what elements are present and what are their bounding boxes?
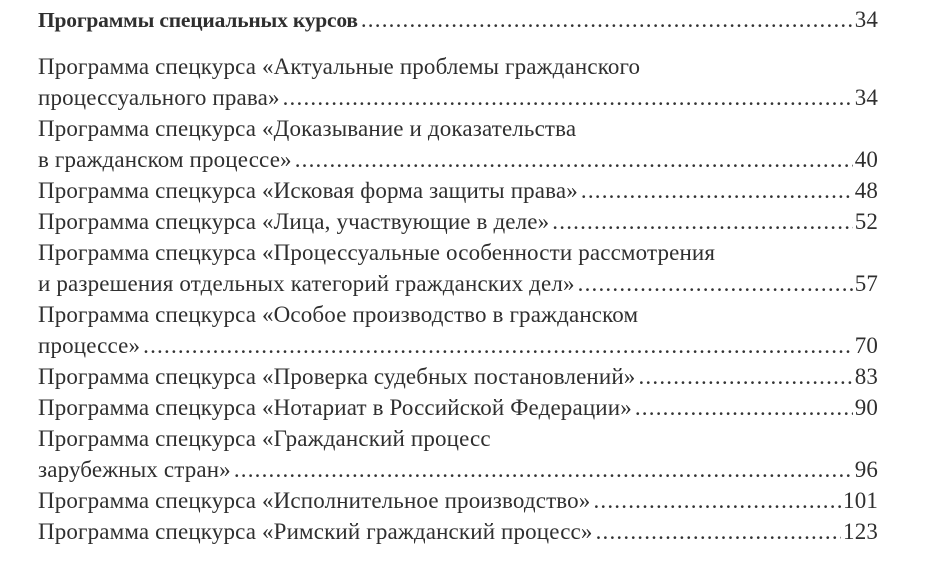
- entry-title-line: Программа спецкурса «Доказывание и доказательства: [38, 116, 577, 141]
- entry-title-line: в гражданском процессе»: [38, 147, 292, 172]
- dot-leader: [143, 330, 853, 361]
- page-number: 123: [843, 519, 878, 544]
- toc-entry[interactable]: [38, 361, 878, 392]
- toc-entry[interactable]: [38, 206, 878, 237]
- entry-title-line: Программа спецкурса «Процессуальные особенности рассмотрения: [38, 240, 716, 265]
- entry-title-line: Программа спецкурса «Актуальные проблемы гражданского: [38, 54, 641, 79]
- toc-entry[interactable]: [38, 392, 878, 423]
- toc-entry[interactable]: [38, 423, 878, 485]
- dot-leader: [593, 485, 841, 516]
- toc-entry[interactable]: [38, 51, 878, 113]
- toc-entry[interactable]: [38, 299, 878, 361]
- page-number: 34: [854, 85, 878, 110]
- toc-entry-line: [38, 51, 878, 82]
- toc-entry-line: [38, 237, 878, 268]
- entry-title-line: зарубежных стран»: [38, 457, 231, 482]
- page-number: 70: [854, 333, 878, 358]
- page-number: 83: [854, 364, 878, 389]
- page-number: 40: [854, 147, 878, 172]
- page-number: 90: [854, 395, 878, 420]
- toc-entry-line: [38, 268, 878, 299]
- toc-entry[interactable]: [38, 175, 878, 206]
- toc-entry-line: [38, 206, 878, 237]
- dot-leader: [361, 4, 853, 35]
- toc-entry-line: [38, 423, 878, 454]
- toc-entry-line: [38, 516, 878, 547]
- entry-title-line: и разрешения отдельных категорий гражданских дел»: [38, 271, 575, 296]
- dot-leader: [234, 454, 853, 485]
- toc-entry[interactable]: [38, 516, 878, 547]
- entry-title-line: Программа спецкурса «Проверка судебных постановлений»: [38, 364, 636, 389]
- entry-title-line: Программа спецкурса «Гражданский процесс: [38, 426, 491, 451]
- toc-entry-line: [38, 144, 878, 175]
- page-number: 101: [843, 488, 878, 513]
- dot-leader: [283, 82, 853, 113]
- page-number: 34: [854, 7, 878, 32]
- page-number: 57: [854, 271, 878, 296]
- dot-leader: [638, 361, 852, 392]
- toc-entry-line: [38, 175, 878, 206]
- toc-entry-line: [38, 299, 878, 330]
- entry-title-line: Программа спецкурса «Нотариат в Российской Федерации»: [38, 395, 632, 420]
- dot-leader: [635, 392, 853, 423]
- entry-title-line: процессуального права»: [38, 85, 280, 110]
- dot-leader: [596, 516, 841, 547]
- toc-entry-line: [38, 392, 878, 423]
- entry-title-line: Программа спецкурса «Лица, участвующие в деле»: [38, 209, 550, 234]
- toc-section-heading: [38, 4, 878, 36]
- toc-entry[interactable]: [38, 113, 878, 175]
- toc-entry-line: [38, 361, 878, 392]
- toc-entries: [38, 51, 878, 547]
- dot-leader: [552, 206, 852, 237]
- toc-entry[interactable]: [38, 485, 878, 516]
- dot-leader: [295, 144, 853, 175]
- toc-entry[interactable]: [38, 237, 878, 299]
- entry-title-line: Программа спецкурса «Исковая форма защиты права»: [38, 178, 578, 203]
- toc-entry-line: [38, 330, 878, 361]
- dot-leader: [578, 268, 853, 299]
- page-number: 96: [854, 457, 878, 482]
- toc-entry-line: [38, 113, 878, 144]
- page-number: 52: [854, 209, 878, 234]
- section-title: Программы специальных курсов: [38, 8, 358, 32]
- entry-title-line: Программа спецкурса «Римский гражданский процесс»: [38, 519, 593, 544]
- toc-entry-line: [38, 485, 878, 516]
- toc-entry-line: [38, 454, 878, 485]
- entry-title-line: Программа спецкурса «Исполнительное производство»: [38, 488, 591, 513]
- entry-title-line: процессе»: [38, 333, 141, 358]
- dot-leader: [581, 175, 853, 206]
- page-number: 48: [854, 178, 878, 203]
- toc-entry-line: [38, 82, 878, 113]
- entry-title-line: Программа спецкурса «Особое производство в гражданском: [38, 302, 639, 327]
- table-of-contents: [38, 4, 878, 547]
